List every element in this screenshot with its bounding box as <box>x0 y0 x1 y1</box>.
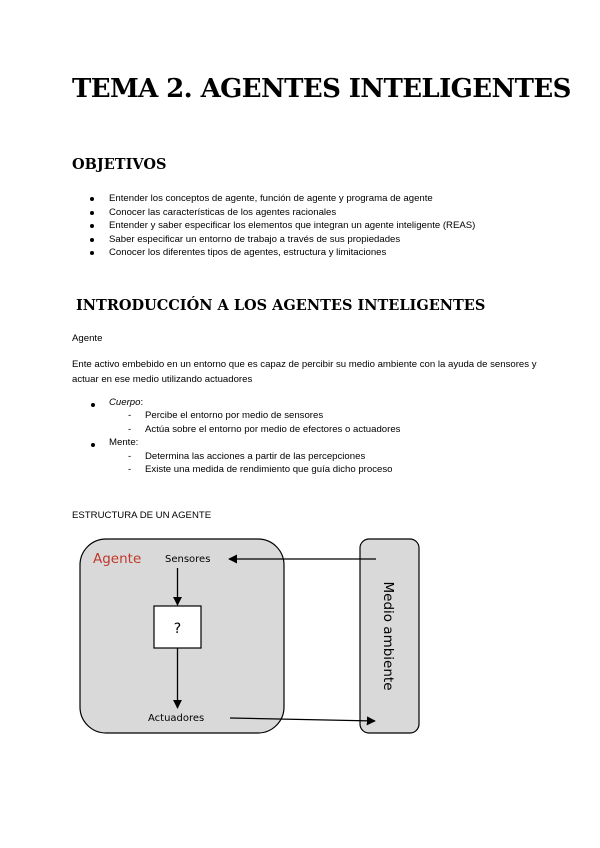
bullet-dot <box>91 443 95 447</box>
list-item: Conocer las características de los agentes racionales <box>90 206 475 220</box>
estructura-heading: ESTRUCTURA DE UN AGENTE <box>72 510 212 521</box>
dash-marker: - <box>128 451 132 462</box>
agente-subheading: Agente <box>72 333 103 344</box>
agent-structure-diagram <box>72 524 424 736</box>
dash-marker: - <box>128 464 132 475</box>
list-item: Conocer los diferentes tipos de agentes, estructura y limitaciones <box>90 246 475 260</box>
list-item: Saber especificar un entorno de trabajo a través de sus propiedades <box>90 233 475 247</box>
cuerpo-label: Cuerpo <box>109 397 141 408</box>
program-label: ? <box>173 621 182 637</box>
agente-definition: Ente activo embebido en un entorno que es capaz de percibir su medio ambiente con la ayuda de sensores y actuar en ese medio utilizando actuadores <box>72 359 537 385</box>
cuerpo-item: Percibe el entorno por medio de sensores <box>145 410 324 421</box>
actuators-label: Actuadores <box>148 713 205 724</box>
list-item: Entender y saber especificar los elementos que integran un agente inteligente (REAS) <box>90 219 475 233</box>
agent-label: Agente <box>93 551 142 567</box>
objetivos-heading: OBJETIVOS <box>72 156 167 173</box>
objetivos-list <box>90 192 475 260</box>
environment-label: Medio ambiente <box>380 581 396 691</box>
dash-marker: - <box>128 410 132 421</box>
cuerpo-item: Actúa sobre el entorno por medio de efectores o actuadores <box>145 424 401 435</box>
list-item: Entender los conceptos de agente, función de agente y programa de agente <box>90 192 475 206</box>
mente-item: Existe una medida de rendimiento que guía dicho proceso <box>145 464 393 475</box>
mente-label: Mente: <box>109 437 139 448</box>
intro-heading: INTRODUCCIÓN A LOS AGENTES INTELIGENTES <box>76 297 486 314</box>
page-title: TEMA 2. AGENTES INTELIGENTES <box>72 74 571 104</box>
bullet-dot <box>91 403 95 407</box>
dash-marker: - <box>128 424 132 435</box>
cuerpo-label-row <box>109 397 143 408</box>
sensors-label: Sensores <box>165 554 211 565</box>
cuerpo-colon: : <box>140 397 144 408</box>
mente-item: Determina las acciones a partir de las percepciones <box>145 451 366 462</box>
